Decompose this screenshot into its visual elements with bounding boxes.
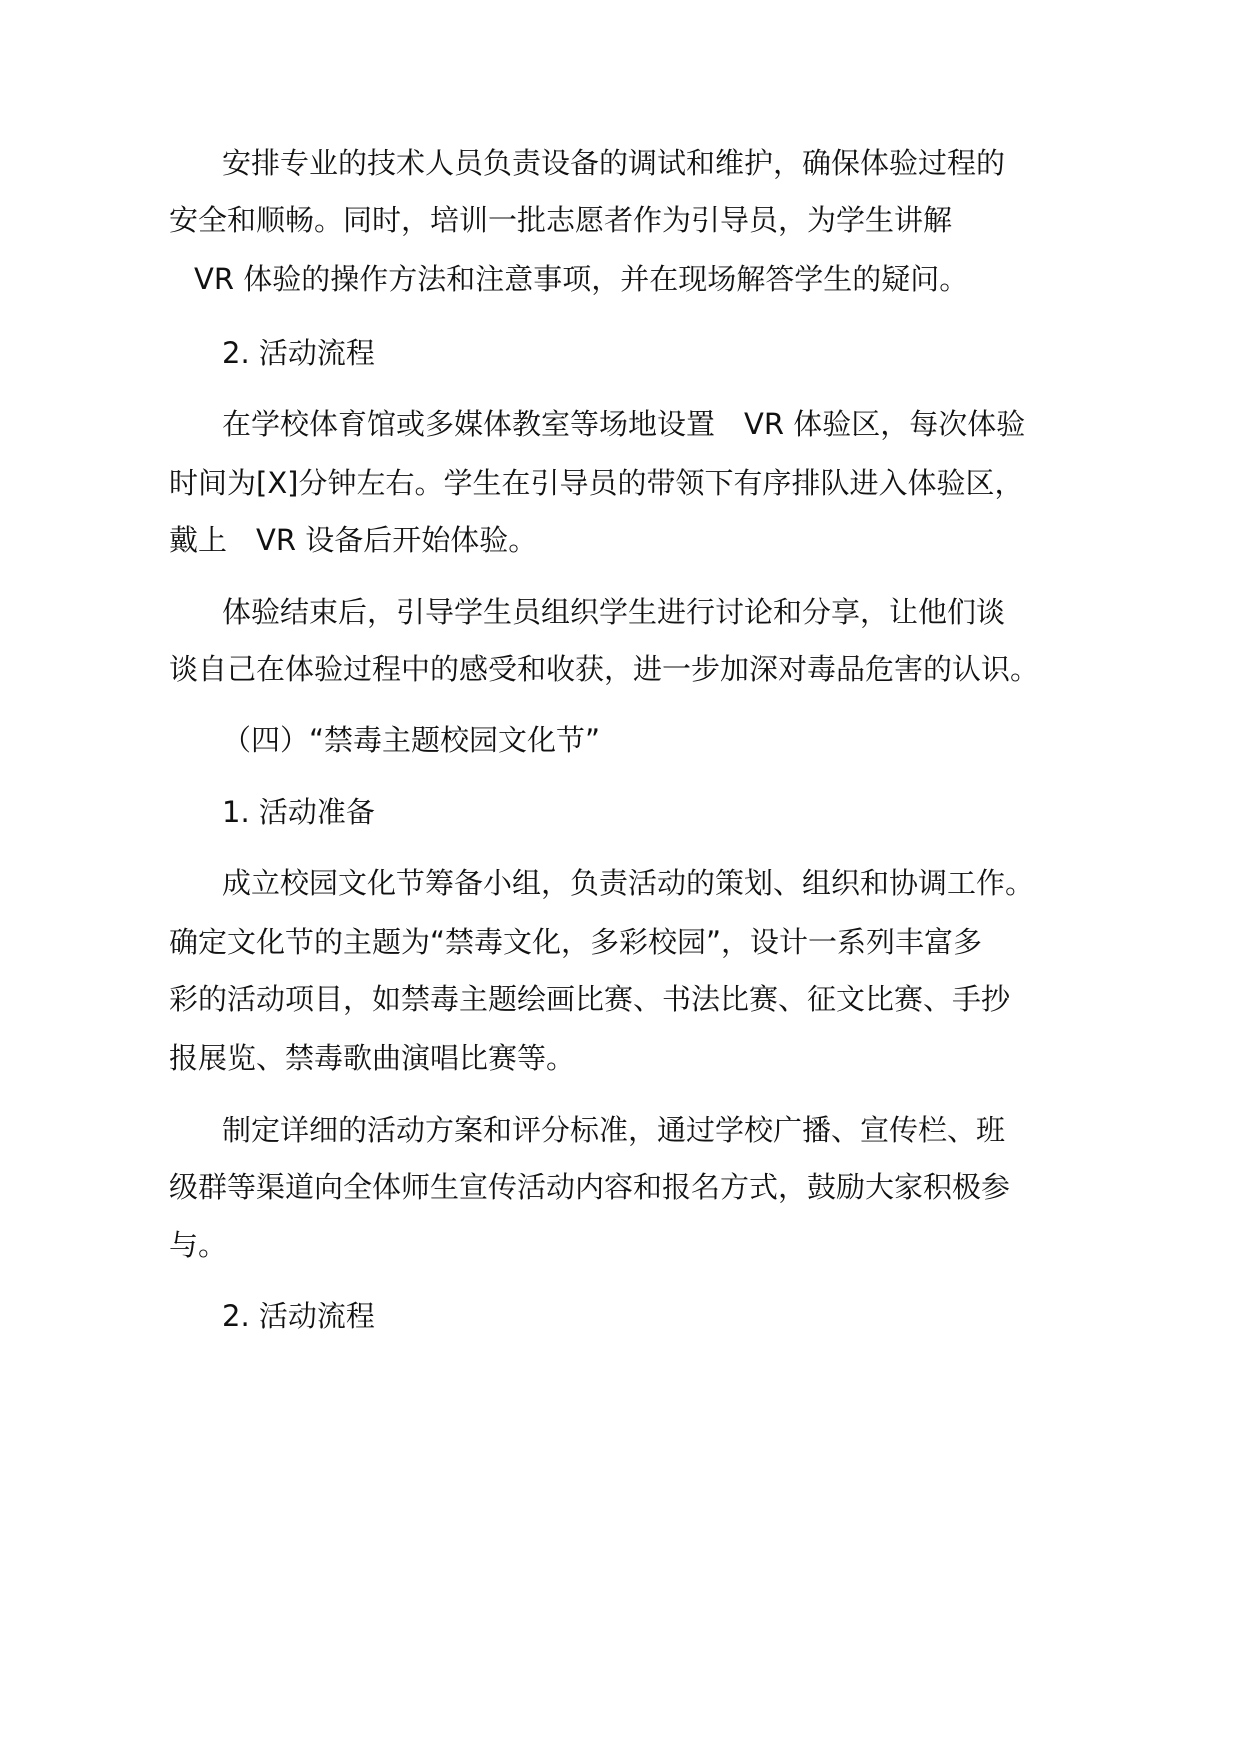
section-heading: 2. 活动流程 — [222, 336, 375, 370]
text-line: 报展览、禁毒歌曲演唱比赛等。 — [169, 1041, 576, 1075]
text-line: 时间为[X]分钟左右。学生在引导员的带领下有序排队进入体验区， — [169, 466, 1024, 500]
text-line: 体验结束后，引导学生员组织学生进行讨论和分享，让他们谈 — [222, 595, 1006, 629]
text-line: 戴上 VR 设备后开始体验。 — [169, 523, 538, 557]
text-line: 安全和顺畅。同时，培训一批志愿者作为引导员，为学生讲解 — [169, 203, 953, 237]
text-line: VR 体验的操作方法和注意事项，并在现场解答学生的疑问。 — [194, 262, 969, 296]
text-line: 谈自己在体验过程中的感受和收获，进一步加深对毒品危害的认识。 — [169, 652, 1040, 686]
text-line: 制定详细的活动方案和评分标准，通过学校广播、宣传栏、班 — [222, 1113, 1006, 1147]
text-line: 成立校园文化节筹备小组，负责活动的策划、组织和协调工作。 — [222, 866, 1035, 900]
text-line: 级群等渠道向全体师生宣传活动内容和报名方式，鼓励大家积极参 — [169, 1170, 1011, 1204]
text-line: 彩的活动项目，如禁毒主题绘画比赛、书法比赛、征文比赛、手抄 — [169, 982, 1011, 1016]
text-line: 与。 — [169, 1228, 228, 1262]
text-line: 在学校体育馆或多媒体教室等场地设置 VR 体验区，每次体验 — [222, 407, 1026, 441]
text-line: 确定文化节的主题为“禁毒文化，多彩校园”，设计一系列丰富多 — [169, 925, 983, 959]
chapter-heading: （四）“禁毒主题校园文化节” — [222, 723, 601, 757]
section-heading: 2. 活动流程 — [222, 1299, 375, 1333]
section-heading: 1. 活动准备 — [222, 795, 375, 829]
text-line: 安排专业的技术人员负责设备的调试和维护，确保体验过程的 — [222, 146, 1006, 180]
